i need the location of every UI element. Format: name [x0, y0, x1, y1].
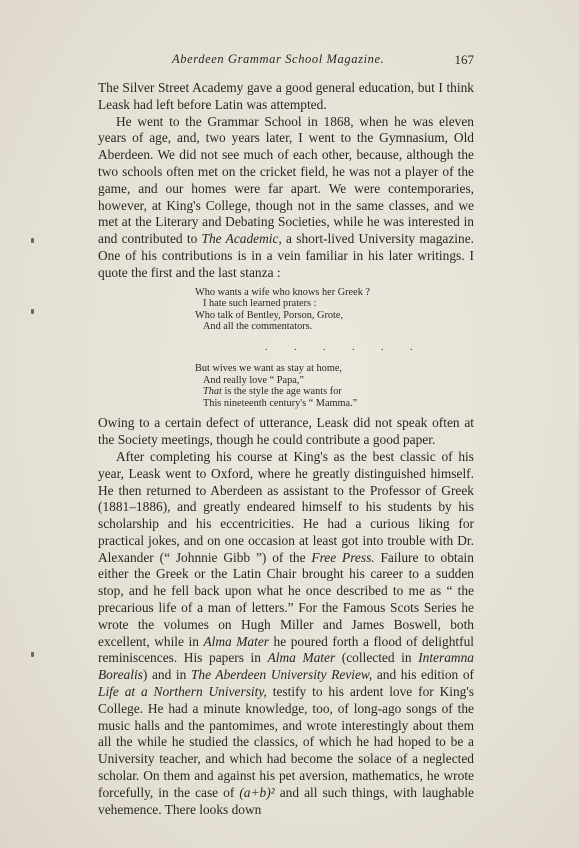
paragraph-2-text: He went to the Grammar School in 1868, when he was eleven years of age, and, two years later, I went to the Gymnasium, Old Aberdeen. We did not see much of each other, because, although the two schools often met on the cricket field, he was not a player of the game, and our homes were far apart. We were contemporaries, however, at King's College, though not in the same classes, and we met at the Literary and Debating Societies, while he was interested in and contributed to: [98, 113, 474, 247]
poem-line: But wives we want as stay at home,: [195, 362, 342, 374]
paragraph-4-text: (collected in: [335, 650, 419, 666]
poem-line-rest: is the style the age wants for: [221, 386, 342, 398]
poem-quote: [195, 287, 474, 410]
paragraph-4: [98, 449, 474, 819]
free-press-title: Free Press.: [311, 549, 375, 565]
paragraph-1: The Silver Street Academy gave a good general education, but I think Leask had left before Latin was attempted.: [98, 80, 474, 112]
ellipsis-dots: . . . . . .: [265, 341, 425, 353]
running-header: [98, 52, 474, 70]
poem-line: And all the commentators.: [203, 321, 313, 333]
margin-mark: [31, 238, 34, 243]
paragraph-4-text: he poured forth a flood of delightful reminiscences. His papers in: [98, 633, 475, 666]
interamna-title: Interamna Borealis: [98, 650, 474, 683]
poem-line: This nineteenth century's “ Mamma.”: [203, 397, 358, 409]
paragraph-4-text: ) and in: [142, 667, 191, 683]
poem-emphasis: That: [203, 386, 222, 398]
poem-line: And really love “ Papa,”: [203, 374, 304, 386]
paragraph-2: [98, 114, 474, 282]
paragraph-4-text: and all such things, with laughable vehemence. There looks down: [98, 784, 475, 817]
paragraph-4-text: After completing his course at King's as the best classic of his year, Leask went to Oxford, where he greatly distinguished himself. He then returned to Aberdeen as assistant to the Professor of Greek (1881–1886), and greatly endeared himself to his students by his scholarship and his eccentricities. He had a curious liking for practical jokes, and on one occasion at least got into trouble with Dr. Alexander (“ Johnnie Gibb ”) of the: [98, 448, 474, 565]
margin-mark: [31, 309, 34, 314]
paragraph-2-text-cont: , a short-lived University magazine. One of his contributions is in a vein familiar in his later writings. I quote the first and the last stanza :: [98, 231, 474, 280]
math-expression: (a+b)²: [239, 784, 275, 800]
paragraph-3: Owing to a certain defect of utterance, Leask did not speak often at the Society meetings, though he could contribute a good paper.: [98, 415, 474, 448]
alma-mater-title: Alma Mater: [203, 633, 269, 649]
margin-mark: [31, 652, 34, 657]
alma-mater-title: Alma Mater: [267, 650, 336, 666]
page-number: 167: [454, 52, 474, 67]
paragraph-4-text: Failure to obtain either the Greek or the Latin Chair brought his career to a sudden stop, and he fell back upon what he once described to me as “ the precarious life of a man of letters.” For the Famous Scots Series he wrote the volumes on Hugh Miller and James Boswell, both excellent, while in: [98, 549, 474, 649]
body-text: [98, 80, 474, 818]
university-review-title: The Aberdeen University Review,: [190, 667, 373, 683]
journal-title: Aberdeen Grammar School Magazine.: [172, 52, 385, 66]
poem-line: Who talk of Bentley, Porson, Grote,: [195, 309, 344, 321]
poem-line: [195, 386, 474, 398]
poem-line: I hate such learned praters :: [203, 298, 317, 310]
paragraph-4-text: testify to his ardent love for King's College. He had a minute knowledge, too, of long-ago songs of the music halls and the pantomimes, and wrote interestingly about them all the while he studied the classics, of which he had hoped to be a University teacher, and which had become the solace of a neglected scholar. On them and against his pet aversion, mathematics, he wrote forcefully, in the case of: [98, 684, 475, 800]
academic-title: The Academic: [201, 231, 279, 247]
life-northern-university-title: Life at a Northern University,: [98, 684, 267, 700]
paragraph-4-text: and his edition of: [372, 667, 474, 683]
poem-line: Who wants a wife who knows her Greek ?: [195, 286, 370, 298]
